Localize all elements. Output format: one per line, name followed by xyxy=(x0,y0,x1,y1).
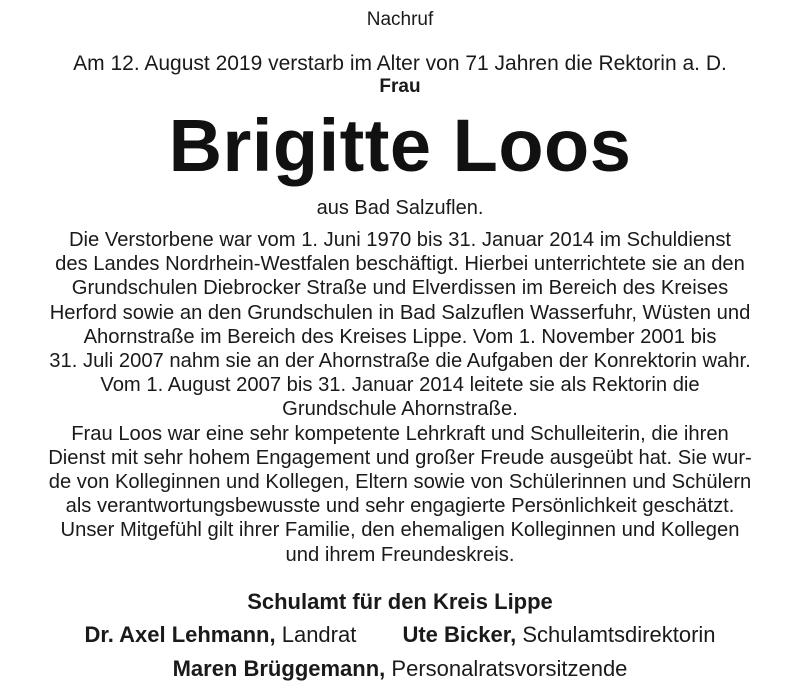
body-line: Grundschulen Diebrocker Straße und Elverdissen im Bereich des Kreises xyxy=(71,277,729,300)
body-line: Grundschule Ahornstraße. xyxy=(282,398,518,421)
notice-heading: Nachruf xyxy=(366,9,434,30)
organization-name: Schulamt für den Kreis Lippe xyxy=(247,589,553,614)
body-line: Unser Mitgefühl gilt ihrer Familie, den ehemaligen Kolleginnen und Kollegen xyxy=(60,519,740,542)
body-line: Vom 1. August 2007 bis 31. Januar 2014 leitete sie als Rektorin die xyxy=(100,374,700,397)
signer-name: Maren Brüggemann, xyxy=(172,656,386,681)
signer-name: Ute Bicker, xyxy=(402,622,517,647)
signer-role: Landrat xyxy=(281,622,357,647)
deceased-origin: aus Bad Salzuflen. xyxy=(316,197,484,219)
notice-salutation: Frau xyxy=(379,76,421,97)
body-line: Ahornstraße im Bereich des Kreises Lippe. Vom 1. November 2001 bis xyxy=(83,325,717,348)
body-line: Die Verstorbene war vom 1. Juni 1970 bis 31. Januar 2014 im Schuldienst xyxy=(68,229,732,251)
deceased-name: Brigitte Loos xyxy=(168,104,632,187)
body-line: 31. Juli 2007 nahm sie an der Ahornstraße die Aufgaben der Konrektorin wahr. xyxy=(49,350,751,373)
body-line: des Landes Nordrhein-Westfalen beschäftigt. Hierbei unterrichtete sie an den xyxy=(55,253,745,276)
body-line: und ihrem Freundeskreis. xyxy=(285,543,515,566)
signer xyxy=(84,620,356,650)
signer-role: Schulamtsdirektorin xyxy=(522,622,716,647)
signers-row xyxy=(0,620,800,650)
signer xyxy=(402,620,715,650)
notice-body xyxy=(20,228,780,567)
body-line: de von Kolleginnen und Kollegen, Eltern sowie von Schülerinnen und Schülern xyxy=(48,471,752,494)
signers-row xyxy=(0,654,800,684)
signer xyxy=(173,654,628,684)
body-line: Frau Loos war eine sehr kompetente Lehrkraft und Schulleiterin, die ihren xyxy=(71,422,729,445)
signer-role: Personalratsvorsitzende xyxy=(391,656,628,681)
signer-name: Dr. Axel Lehmann, xyxy=(84,622,276,647)
notice-intro: Am 12. August 2019 verstarb im Alter von 71 Jahren die Rektorin a. D. xyxy=(73,52,727,75)
body-line: Dienst mit sehr hohem Engagement und großer Freude ausgeübt hat. Sie wur- xyxy=(48,446,752,469)
body-line: als verantwortungsbewusste und sehr engagierte Persönlichkeit geschätzt. xyxy=(65,495,735,518)
body-line: Herford sowie an den Grundschulen in Bad Salzuflen Wasserfuhr, Wüsten und xyxy=(49,301,751,324)
